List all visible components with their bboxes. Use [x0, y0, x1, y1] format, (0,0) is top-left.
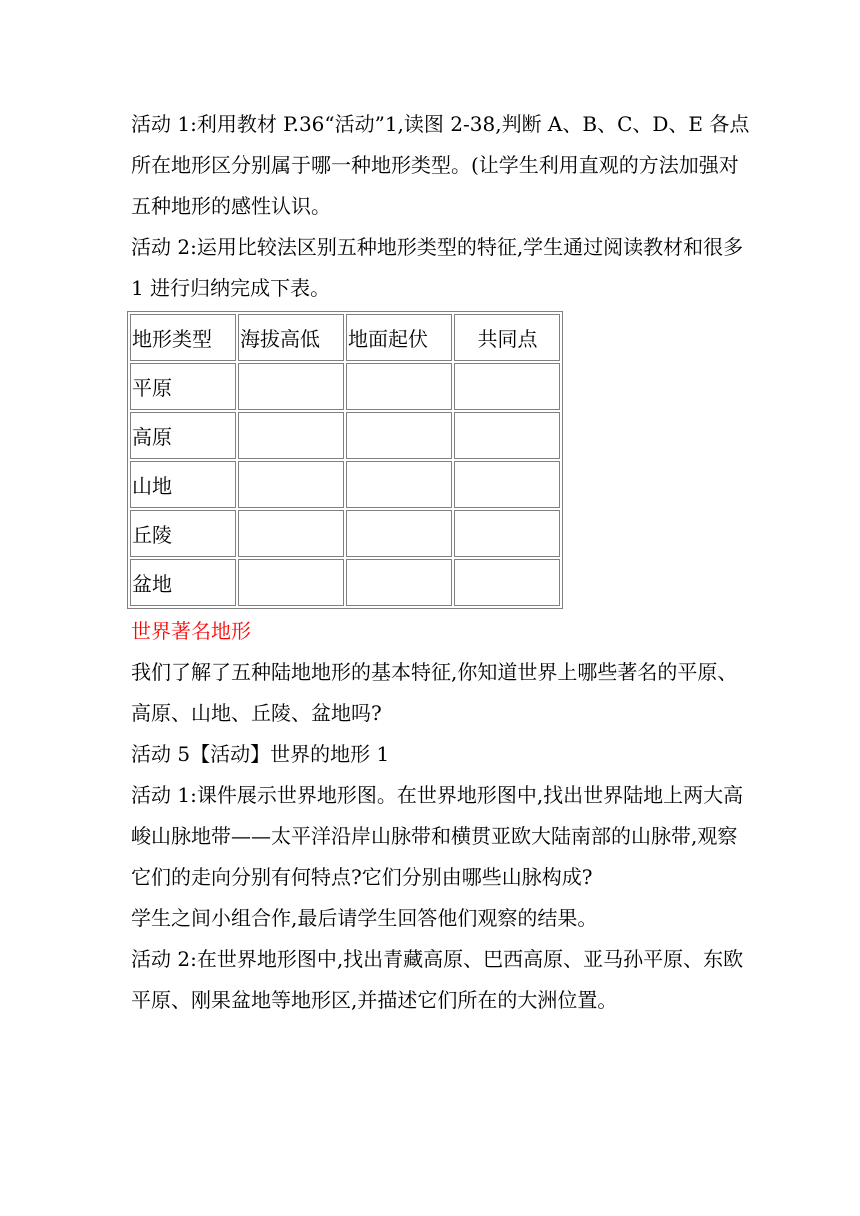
table-row: [130, 461, 560, 508]
table-row: [130, 510, 560, 557]
table-cell: [454, 510, 560, 557]
section-heading: 世界著名地形: [131, 619, 251, 643]
table-cell: [238, 510, 344, 557]
table-header-cell: 地形类型: [130, 314, 236, 361]
table-cell: [346, 363, 452, 410]
table-cell: [238, 559, 344, 606]
table-header-cell: 地面起伏: [346, 314, 452, 361]
table-cell: [346, 461, 452, 508]
table-header-cell: 海拔高低: [238, 314, 344, 361]
activity-5-title: 活动 5【活动】世界的地形 1: [131, 742, 390, 766]
table-cell: [454, 363, 560, 410]
table-row: [130, 363, 560, 410]
table-cell: [454, 412, 560, 459]
section-intro-paragraph: 我们了解了五种陆地地形的基本特征,你知道世界上哪些著名的平原、高原、山地、丘陵、盆地吗?: [131, 660, 738, 725]
table-cell: [346, 412, 452, 459]
table-cell: [454, 461, 560, 508]
terrain-comparison-table: [127, 311, 563, 609]
world-activity-1-paragraph: 活动 1:课件展示世界地形图。在世界地形图中,找出世界陆地上两大高峻山脉地带——太平洋沿岸山脉带和横贯亚欧大陆南部的山脉带,观察它们的走向分别有何特点?它们分别由哪些山脉构成?: [131, 783, 744, 889]
table-cell: [238, 363, 344, 410]
table-cell: 丘陵: [130, 510, 236, 557]
document-body: [131, 104, 751, 1021]
activity-1-paragraph: 活动 1:利用教材 P.36“活动”1,读图 2-38,判断 A、B、C、D、E 各点所在地形区分别属于哪一种地形类型。(让学生利用直观的方法加强对五种地形的感性认识。: [131, 112, 750, 218]
table-cell: 高原: [130, 412, 236, 459]
table-cell: [238, 461, 344, 508]
table-cell: 盆地: [130, 559, 236, 606]
table-header-cell: 共同点: [454, 314, 560, 361]
table-cell: [454, 559, 560, 606]
table-cell: [346, 559, 452, 606]
table-row: [130, 559, 560, 606]
table-row: [130, 412, 560, 459]
table-header-row: [130, 314, 560, 361]
table-cell: 平原: [130, 363, 236, 410]
table-cell: 山地: [130, 461, 236, 508]
table-cell: [238, 412, 344, 459]
activity-2-paragraph: 活动 2:运用比较法区别五种地形类型的特征,学生通过阅读教材和很多 1 进行归纳完成下表。: [131, 235, 744, 300]
table-cell: [346, 510, 452, 557]
world-activity-2-paragraph: 活动 2:在世界地形图中,找出青藏高原、巴西高原、亚马孙平原、东欧平原、刚果盆地等地形区,并描述它们所在的大洲位置。: [131, 947, 744, 1012]
group-work-paragraph: 学生之间小组合作,最后请学生回答他们观察的结果。: [131, 906, 598, 930]
